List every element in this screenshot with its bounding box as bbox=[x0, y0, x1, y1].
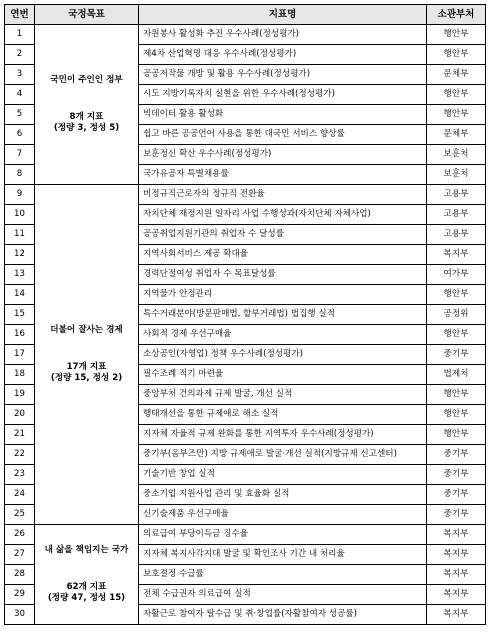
department: 행안부 bbox=[427, 25, 486, 45]
indicator-name: 지역물가 안정관리 bbox=[139, 285, 427, 305]
header-row bbox=[5, 5, 486, 25]
indicator-name: 자원봉사 활성화 추진 우수사례(정성평가) bbox=[139, 25, 427, 45]
table-row bbox=[5, 185, 486, 205]
goal-indicator-count: 17개 지표 bbox=[66, 362, 107, 372]
row-number: 14 bbox=[5, 285, 35, 305]
department: 복지부 bbox=[427, 525, 486, 545]
department: 고용부 bbox=[427, 185, 486, 205]
indicator-name: 쉽고 바른 공공언어 사용을 통한 대국민 서비스 향상률 bbox=[139, 125, 427, 145]
row-number: 29 bbox=[5, 585, 35, 605]
department: 중기부 bbox=[427, 485, 486, 505]
row-number: 7 bbox=[5, 145, 35, 165]
department: 복지부 bbox=[427, 545, 486, 565]
department: 복지부 bbox=[427, 245, 486, 265]
department: 보훈처 bbox=[427, 145, 486, 165]
table-row bbox=[5, 525, 486, 545]
row-number: 4 bbox=[5, 85, 35, 105]
indicator-name: 전체 수급권자 의료급여 실적 bbox=[139, 585, 427, 605]
department: 공정위 bbox=[427, 305, 486, 325]
row-number: 19 bbox=[5, 385, 35, 405]
row-number: 22 bbox=[5, 445, 35, 465]
indicator-name: 보훈정신 확산 우수사례(정성평가) bbox=[139, 145, 427, 165]
indicator-name: 사회적 경제 우선구매율 bbox=[139, 325, 427, 345]
row-number: 20 bbox=[5, 405, 35, 425]
indicator-name: 경력단절여성 취업자 수 목표달성률 bbox=[139, 265, 427, 285]
indicator-name: 지자체 복지사각지대 발굴 및 확인조사 기간 내 처리율 bbox=[139, 545, 427, 565]
row-number: 24 bbox=[5, 485, 35, 505]
row-number: 25 bbox=[5, 505, 35, 525]
department: 중기부 bbox=[427, 345, 486, 365]
indicator-name: 신기술제품 우선구매율 bbox=[139, 505, 427, 525]
indicator-name: 의료급여 부당이득금 징수율 bbox=[139, 525, 427, 545]
goal-indicator-count: 62개 지표 bbox=[66, 582, 107, 592]
goal-cell bbox=[35, 25, 139, 185]
indicator-name: 특수거래분야(방문판매법, 할부거래법) 법집행 실적 bbox=[139, 305, 427, 325]
indicator-name: 제4차 산업혁명 대응 우수사례(정성평가) bbox=[139, 45, 427, 65]
indicator-name: 소상공인(자영업) 정책 우수사례(정성평가) bbox=[139, 345, 427, 365]
row-number: 15 bbox=[5, 305, 35, 325]
row-number: 16 bbox=[5, 325, 35, 345]
department: 여가부 bbox=[427, 265, 486, 285]
goal-title: 국민이 주인인 정부 bbox=[50, 75, 123, 85]
header-no: 연번 bbox=[5, 5, 35, 25]
indicator-name: 필수조례 적기 마련율 bbox=[139, 365, 427, 385]
department: 행안부 bbox=[427, 425, 486, 445]
department: 문체부 bbox=[427, 65, 486, 85]
department: 행안부 bbox=[427, 45, 486, 65]
indicator-name: 행태개선을 통한 규제애로 해소 실적 bbox=[139, 405, 427, 425]
header-indicator: 지표명 bbox=[139, 5, 427, 25]
goal-title: 내 삶을 책임지는 국가 bbox=[44, 545, 129, 555]
row-number: 21 bbox=[5, 425, 35, 445]
indicator-name: 중앙부처 건의과제 규제 발굴, 개선 실적 bbox=[139, 385, 427, 405]
goal-cell bbox=[35, 185, 139, 525]
department: 행안부 bbox=[427, 405, 486, 425]
table-header bbox=[5, 5, 486, 25]
row-number: 10 bbox=[5, 205, 35, 225]
row-number: 17 bbox=[5, 345, 35, 365]
department: 복지부 bbox=[427, 605, 486, 625]
department: 행안부 bbox=[427, 285, 486, 305]
indicator-name: 빅데이터 활용 활성화 bbox=[139, 105, 427, 125]
indicator-name: 국가유공자 특별채용률 bbox=[139, 165, 427, 185]
header-goal: 국정목표 bbox=[35, 5, 139, 25]
department: 행안부 bbox=[427, 325, 486, 345]
indicator-name: 시도 지방기록자치 실현을 위한 우수사례(정성평가) bbox=[139, 85, 427, 105]
row-number: 5 bbox=[5, 105, 35, 125]
row-number: 30 bbox=[5, 605, 35, 625]
indicator-table-container bbox=[4, 4, 485, 625]
goal-indicator-split: (정량 3, 정성 5) bbox=[53, 123, 120, 133]
row-number: 2 bbox=[5, 45, 35, 65]
row-number: 11 bbox=[5, 225, 35, 245]
row-number: 28 bbox=[5, 565, 35, 585]
indicator-name: 기술기반 창업 실적 bbox=[139, 465, 427, 485]
department: 보훈처 bbox=[427, 165, 486, 185]
department: 고용부 bbox=[427, 225, 486, 245]
department: 복지부 bbox=[427, 585, 486, 605]
indicator-name: 보호결정 수급률 bbox=[139, 565, 427, 585]
indicator-name: 중기부(옴부즈만) 지방 규제애로 발굴·개선 실적(지방규제 신고센터) bbox=[139, 445, 427, 465]
indicator-name: 공공취업지원기관의 취업자 수 달성률 bbox=[139, 225, 427, 245]
goal-title: 더불어 잘사는 경제 bbox=[50, 325, 123, 335]
department: 법제처 bbox=[427, 365, 486, 385]
indicator-name: 비정규직근로자의 정규직 전환율 bbox=[139, 185, 427, 205]
department: 중기부 bbox=[427, 445, 486, 465]
department: 문체부 bbox=[427, 125, 486, 145]
row-number: 18 bbox=[5, 365, 35, 385]
indicator-name: 지자체 자율적 규제 완화를 통한 지역투자 우수사례(정성평가) bbox=[139, 425, 427, 445]
department: 중기부 bbox=[427, 505, 486, 525]
indicator-name: 공공저작물 개방 및 활용 우수사례(정성평가) bbox=[139, 65, 427, 85]
department: 행안부 bbox=[427, 85, 486, 105]
indicator-name: 자활근로 참여자 탈수급 및 취·창업률(자활참여자 성공률) bbox=[139, 605, 427, 625]
row-number: 6 bbox=[5, 125, 35, 145]
row-number: 12 bbox=[5, 245, 35, 265]
goal-indicator-split: (정량 47, 정성 15) bbox=[47, 593, 126, 603]
row-number: 1 bbox=[5, 25, 35, 45]
indicator-name: 자치단체 재정지원 일자리 사업 수행성과(자치단체 자체사업) bbox=[139, 205, 427, 225]
goal-cell bbox=[35, 525, 139, 625]
goal-indicator-split: (정량 15, 정성 2) bbox=[50, 373, 123, 383]
row-number: 27 bbox=[5, 545, 35, 565]
row-number: 23 bbox=[5, 465, 35, 485]
department: 중기부 bbox=[427, 465, 486, 485]
row-number: 3 bbox=[5, 65, 35, 85]
department: 고용부 bbox=[427, 205, 486, 225]
indicator-table bbox=[4, 4, 486, 625]
row-number: 9 bbox=[5, 185, 35, 205]
department: 행안부 bbox=[427, 105, 486, 125]
row-number: 8 bbox=[5, 165, 35, 185]
row-number: 26 bbox=[5, 525, 35, 545]
department: 행안부 bbox=[427, 385, 486, 405]
table-body bbox=[5, 25, 486, 625]
header-dept: 소관부처 bbox=[427, 5, 486, 25]
row-number: 13 bbox=[5, 265, 35, 285]
indicator-name: 지역사회서비스 제공 확대율 bbox=[139, 245, 427, 265]
table-row bbox=[5, 25, 486, 45]
department: 복지부 bbox=[427, 565, 486, 585]
indicator-name: 중소기업 지원사업 관리 및 효율화 실적 bbox=[139, 485, 427, 505]
goal-indicator-count: 8개 지표 bbox=[69, 112, 104, 122]
